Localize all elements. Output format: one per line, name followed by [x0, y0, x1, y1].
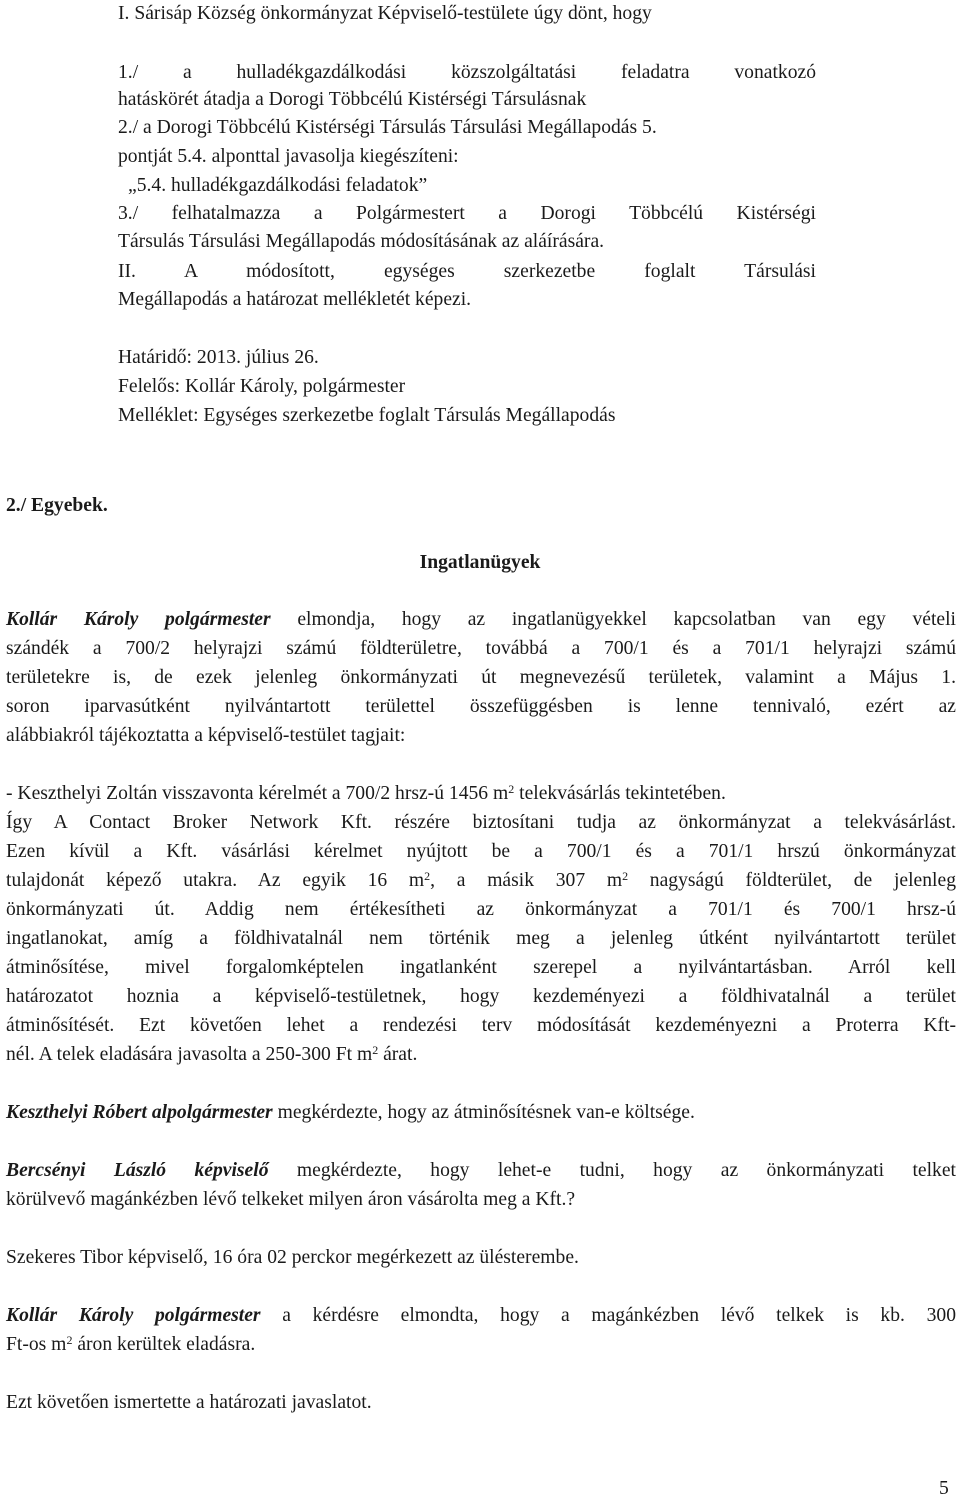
- attachment: Melléklet: Egységes szerkezetbe foglalt Társulás Megállapodás: [118, 405, 616, 426]
- page-number: 5: [939, 1478, 949, 1499]
- responsible: Felelős: Kollár Károly, polgármester: [118, 376, 406, 397]
- resolution-roman-2-line-1: II. A módosított, egységes szerkezetbe foglalt Társulási: [118, 261, 816, 282]
- resolution-item-1-line-2: hatáskörét átadja a Dorogi Többcélú Kistérségi Társulásnak: [118, 89, 587, 110]
- resolution-item-3-line-2: Társulás Társulási Megállapodás módosításának az aláírására.: [118, 231, 605, 252]
- paragraph-2-line-9: átminősítését. Ezt követően lehet a rendezési terv módosítását kezdeményezni a Proterra Kft-: [6, 1015, 956, 1036]
- superscript: 2: [424, 869, 431, 883]
- paragraph-5: Szekeres Tibor képviselő, 16 óra 02 perckor megérkezett az ülésterembe.: [6, 1247, 579, 1268]
- paragraph-2-line-8: határozatot hoznia a képviselő-testületnek, hogy kezdeményezi a földhivatalnál a terület: [6, 986, 956, 1007]
- paragraph-4-line-2: körülvevő magánkézben lévő telkeket milyen áron vásárolta meg a Kft.?: [6, 1189, 576, 1210]
- paragraph-3: Keszthelyi Róbert alpolgármester megkérdezte, hogy az átminősítésnek van-e költsége.: [6, 1102, 695, 1123]
- speaker-name: Bercsényi László képviselő: [6, 1160, 269, 1181]
- resolution-item-1-line-1: 1./ a hulladékgazdálkodási közszolgáltatási feladatra vonatkozó: [118, 62, 816, 83]
- paragraph-7: Ezt követően ismertette a határozati javaslatot.: [6, 1392, 372, 1413]
- paragraph-1-line-1: Kollár Károly polgármester elmondja, hogy az ingatlanügyekkel kapcsolatban van egy vételi: [6, 609, 956, 630]
- superscript: 2: [508, 782, 515, 796]
- deadline: Határidő: 2013. július 26.: [118, 347, 319, 368]
- paragraph-2-line-4: tulajdonát képező utakra. Az egyik 16 $m^2$, a másik 307 $m^2$ nagyságú földterület, de jelenleg: [6, 869, 956, 891]
- paragraph-2-line-5: önkormányzati út. Addig nem értékesítheti az önkormányzat a 701/1 és 700/1 hrsz-ú: [6, 899, 956, 920]
- paragraph-6-line-2: Ft-os $m^2$ áron kerültek eladásra.: [6, 1333, 256, 1355]
- paragraph-1-line-4: soron iparvasútként nyilvántartott területtel összefüggésben is lenne tennivaló, ezért az: [6, 696, 956, 717]
- subheading: Ingatlanügyek: [419, 552, 541, 573]
- speaker-name: Kollár Károly polgármester: [6, 1305, 261, 1326]
- resolution-item-2-quote: „5.4. hulladékgazdálkodási feladatok”: [128, 175, 428, 196]
- superscript: 2: [66, 1333, 73, 1347]
- paragraph-1-line-2: szándék a 700/2 helyrajzi számú földterületre, továbbá a 700/1 és a 701/1 helyrajzi számú: [6, 638, 956, 659]
- resolution-item-2-line-2: pontját 5.4. alponttal javasolja kiegészíteni:: [118, 146, 459, 167]
- resolution-item-2-line-1: 2./ a Dorogi Többcélú Kistérségi Társulás Társulási Megállapodás 5.: [118, 117, 657, 138]
- section-heading: 2./ Egyebek.: [6, 495, 108, 516]
- resolution-roman-2-line-2: Megállapodás a határozat mellékletét képezi.: [118, 289, 472, 310]
- resolution-intro: I. Sárisáp Község önkormányzat Képviselő-testülete úgy dönt, hogy: [118, 3, 652, 24]
- superscript: 2: [372, 1043, 379, 1057]
- paragraph-2-line-6: ingatlanokat, amíg a földhivatalnál nem történik meg a jelenleg útként nyilvántartott terület: [6, 928, 956, 949]
- speaker-name: Keszthelyi Róbert alpolgármester: [6, 1102, 273, 1123]
- speaker-name: Kollár Károly polgármester: [6, 609, 271, 630]
- paragraph-2-line-10: nél. A telek eladására javasolta a 250-300 Ft $m^2$ árat.: [6, 1043, 418, 1065]
- paragraph-2-line-2: Így A Contact Broker Network Kft. részére biztosítani tudja az önkormányzat a telekvásárlást.: [6, 812, 956, 833]
- paragraph-6-line-1: Kollár Károly polgármester a kérdésre elmondta, hogy a magánkézben lévő telkek is kb. 300: [6, 1305, 956, 1326]
- paragraph-2-line-7: átminősítése, mivel forgalomképtelen ingatlanként szerepel a nyilvántartásban. Arról kell: [6, 957, 956, 978]
- superscript: 2: [622, 869, 629, 883]
- paragraph-2-line-3: Ezen kívül a Kft. vásárlási kérelmet nyújtott be a 700/1 és a 701/1 hrszú önkormányzat: [6, 841, 956, 862]
- paragraph-1-line-3: területekre is, de ezek jelenleg önkormányzati út megnevezésű területek, valamint a Május 1.: [6, 667, 956, 688]
- paragraph-1-line-5: alábbiakról tájékoztatta a képviselő-testület tagjait:: [6, 725, 406, 746]
- paragraph-2-line-1: - Keszthelyi Zoltán visszavonta kérelmét a 700/2 hrsz-ú 1456 $m^2$ telekvásárlás tekintetében.: [6, 782, 726, 804]
- paragraph-4-line-1: Bercsényi László képviselő megkérdezte, hogy lehet-e tudni, hogy az önkormányzati telket: [6, 1160, 956, 1181]
- resolution-item-3-line-1: 3./ felhatalmazza a Polgármestert a Dorogi Többcélú Kistérségi: [118, 203, 816, 224]
